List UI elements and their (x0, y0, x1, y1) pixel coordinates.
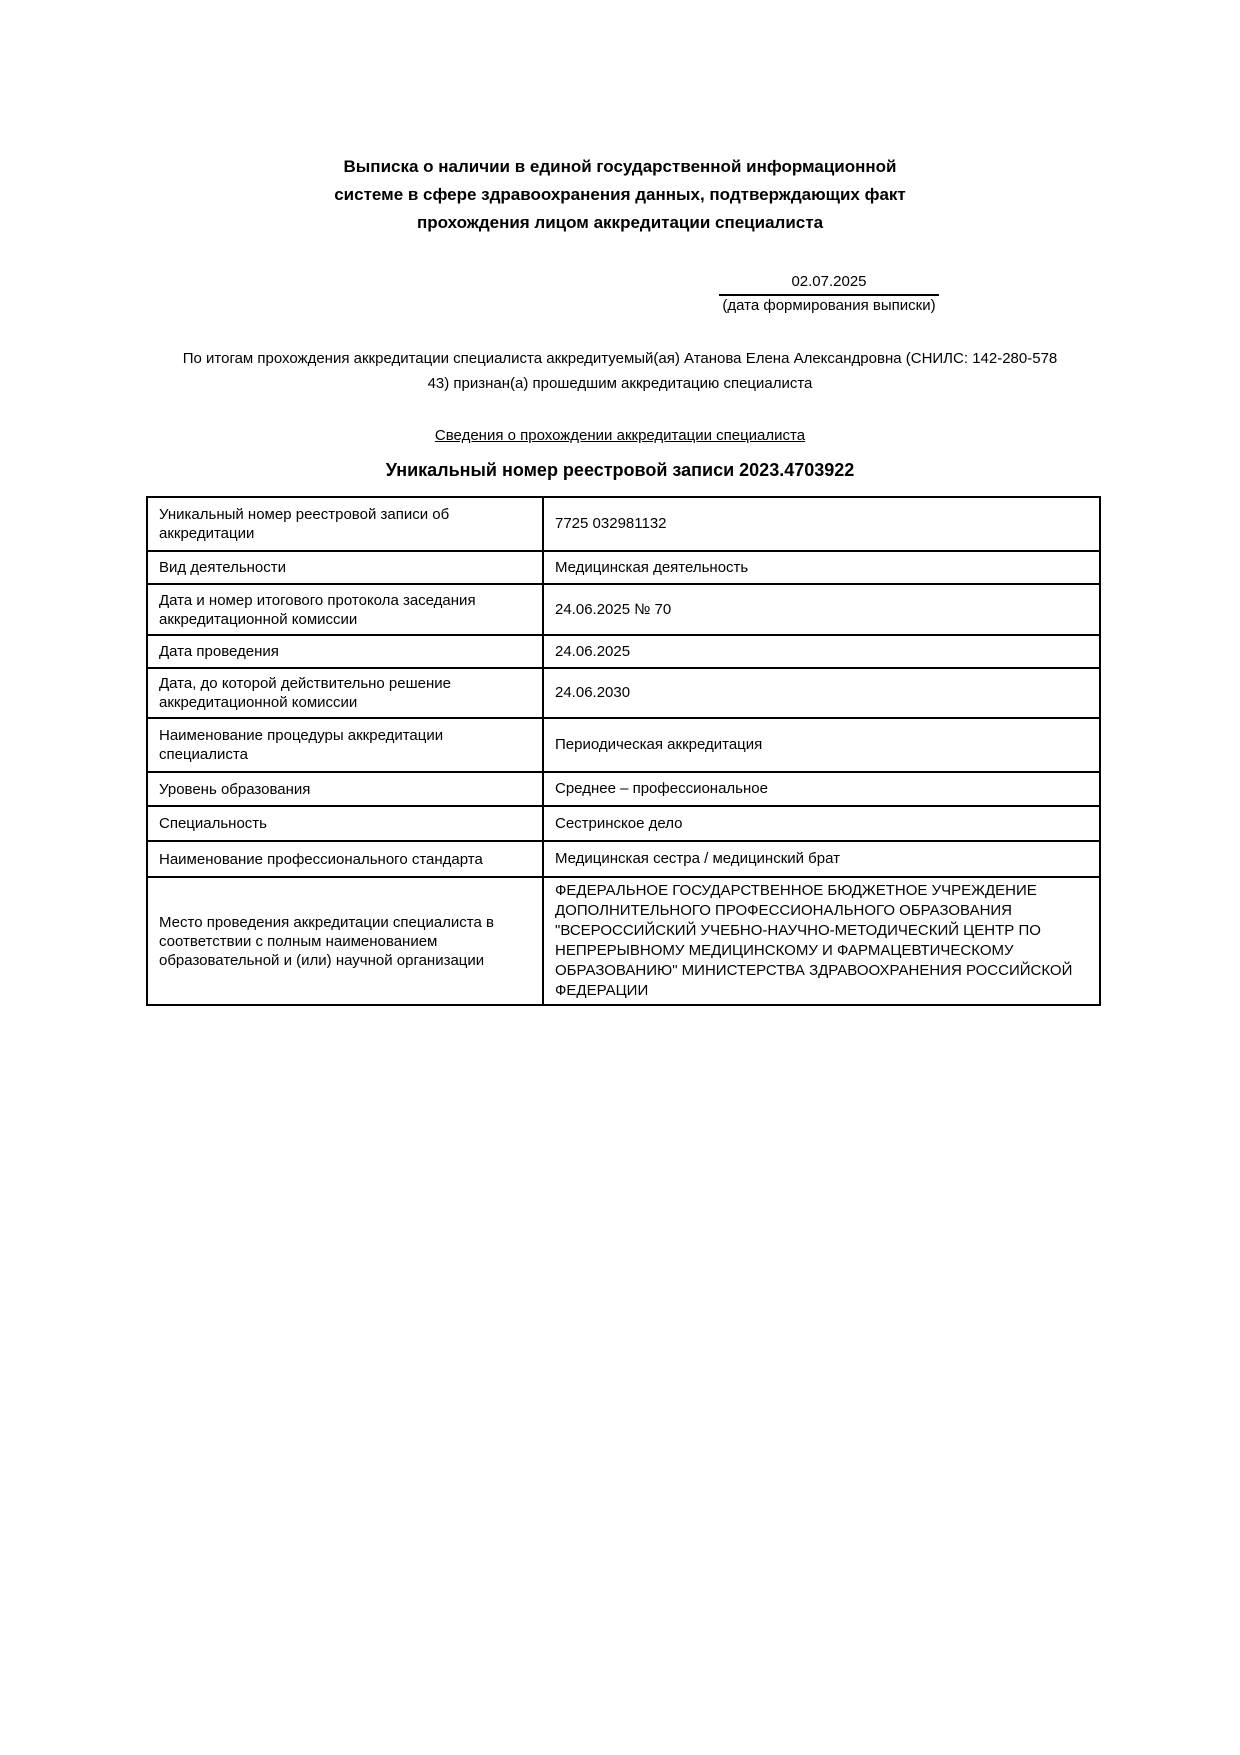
section-heading (0, 427, 1240, 444)
formation-date-value: 02.07.2025 (719, 273, 939, 296)
row-label: Уровень образования (147, 772, 543, 806)
table-row (147, 718, 1100, 772)
formation-date-caption: (дата формирования выписки) (722, 297, 936, 314)
accreditation-result-paragraph (0, 346, 1240, 396)
row-label: Специальность (147, 806, 543, 841)
row-label: Место проведения аккредитации специалиста в соответствии с полным наименованием образовательной и (или) научной организации (147, 877, 543, 1005)
row-value: ФЕДЕРАЛЬНОЕ ГОСУДАРСТВЕННОЕ БЮДЖЕТНОЕ УЧРЕЖДЕНИЕ ДОПОЛНИТЕЛЬНОГО ПРОФЕССИОНАЛЬНОГО ОБРАЗОВАНИЯ "ВСЕРОССИЙСКИЙ УЧЕБНО-НАУЧНО-МЕТОДИЧЕСКИЙ ЦЕНТР ПО НЕПРЕРЫВНОМУ МЕДИЦИНСКОМУ И ФАРМАЦЕВТИЧЕСКОМУ ОБРАЗОВАНИЮ" МИНИСТЕРСТВА ЗДРАВООХРАНЕНИЯ РОССИЙСКОЙ ФЕДЕРАЦИИ (543, 877, 1100, 1005)
registry-record-heading: Уникальный номер реестровой записи 2023.4703922 (385, 460, 855, 480)
row-label: Дата проведения (147, 635, 543, 668)
table-row (147, 551, 1100, 584)
table-row (147, 841, 1100, 877)
row-label: Уникальный номер реестровой записи об аккредитации (147, 497, 543, 551)
document-title (0, 153, 1240, 237)
row-label: Наименование процедуры аккредитации специалиста (147, 718, 543, 772)
table-row (147, 584, 1100, 635)
accreditation-result-line: По итогам прохождения аккредитации специалиста аккредитуемый(ая) Атанова Елена Александровна (СНИЛС: 142-280-578 (182, 350, 1058, 367)
document-title-line: прохождения лицом аккредитации специалиста (416, 213, 824, 232)
document-title-line: Выписка о наличии в единой государственной информационной (343, 157, 897, 176)
document-title-line: системе в сфере здравоохранения данных, подтверждающих факт (334, 185, 906, 204)
table-row (147, 877, 1100, 1005)
section-heading-text: Сведения о прохождении аккредитации специалиста (434, 427, 806, 444)
formation-date-block (719, 273, 939, 315)
row-value: Периодическая аккредитация (543, 718, 1100, 772)
row-value: 24.06.2025 (543, 635, 1100, 668)
row-value: 24.06.2025 № 70 (543, 584, 1100, 635)
table-row (147, 806, 1100, 841)
row-label: Дата и номер итогового протокола заседания аккредитационной комиссии (147, 584, 543, 635)
row-label: Вид деятельности (147, 551, 543, 584)
table-row (147, 772, 1100, 806)
row-label: Наименование профессионального стандарта (147, 841, 543, 877)
row-value: 7725 032981132 (543, 497, 1100, 551)
accreditation-result-line: 43) признан(а) прошедшим аккредитацию специалиста (427, 375, 813, 392)
table-row (147, 635, 1100, 668)
table-row (147, 497, 1100, 551)
row-value: 24.06.2030 (543, 668, 1100, 718)
row-value: Среднее – профессиональное (543, 772, 1100, 806)
row-value: Медицинская деятельность (543, 551, 1100, 584)
row-value: Сестринское дело (543, 806, 1100, 841)
table-row (147, 668, 1100, 718)
row-label: Дата, до которой действительно решение аккредитационной комиссии (147, 668, 543, 718)
accreditation-details-table (146, 496, 1101, 1006)
row-value: Медицинская сестра / медицинский брат (543, 841, 1100, 877)
